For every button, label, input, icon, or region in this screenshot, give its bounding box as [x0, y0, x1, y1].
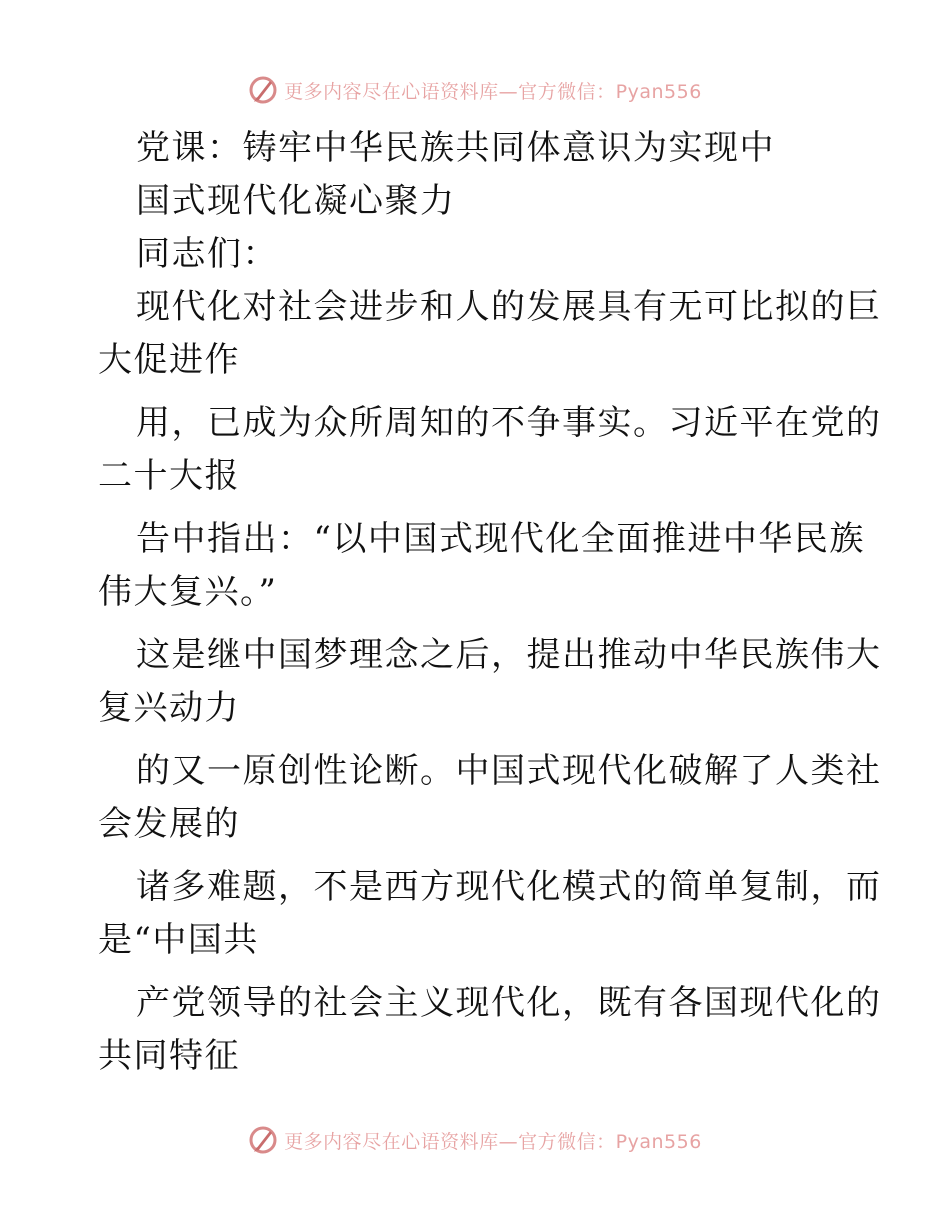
text-line: 大促进作	[98, 340, 240, 380]
text-line: 诸多难题，不是西方现代化模式的简单复制，而	[136, 867, 882, 907]
quill-logo-icon	[248, 75, 278, 105]
text-line: 现代化对社会进步和人的发展具有无可比拟的巨	[136, 287, 882, 327]
watermark-banner-top	[0, 70, 950, 110]
text-line: 国式现代化凝心聚力	[136, 181, 456, 221]
watermark-text: 更多内容尽在心语资料库—官方微信：Pyan556	[284, 1130, 702, 1153]
text-line: 党课：铸牢中华民族共同体意识为实现中	[136, 128, 775, 168]
text-line: 的又一原创性论断。中国式现代化破解了人类社	[136, 751, 882, 791]
text-line: 共同特征	[98, 1036, 240, 1076]
document-body	[0, 122, 950, 1093]
text-line: 产党领导的社会主义现代化，既有各国现代化的	[136, 983, 882, 1023]
text-line: 伟大复兴。”	[98, 572, 278, 612]
text-line: 这是继中国梦理念之后，提出推动中华民族伟大	[136, 635, 882, 675]
text-line: 会发展的	[98, 804, 240, 844]
text-line: 复兴动力	[98, 688, 240, 728]
text-line: 用，已成为众所周知的不争事实。习近平在党的	[136, 403, 882, 443]
quill-logo-icon	[248, 1125, 278, 1155]
watermark-text: 更多内容尽在心语资料库—官方微信：Pyan556	[284, 80, 702, 103]
text-line: 二十大报	[98, 456, 240, 496]
text-line: 告中指出：“以中国式现代化全面推进中华民族	[136, 519, 865, 559]
watermark-banner-bottom	[0, 1120, 950, 1160]
text-line: 是“中国共	[98, 920, 259, 960]
text-line: 同志们：	[136, 234, 278, 274]
